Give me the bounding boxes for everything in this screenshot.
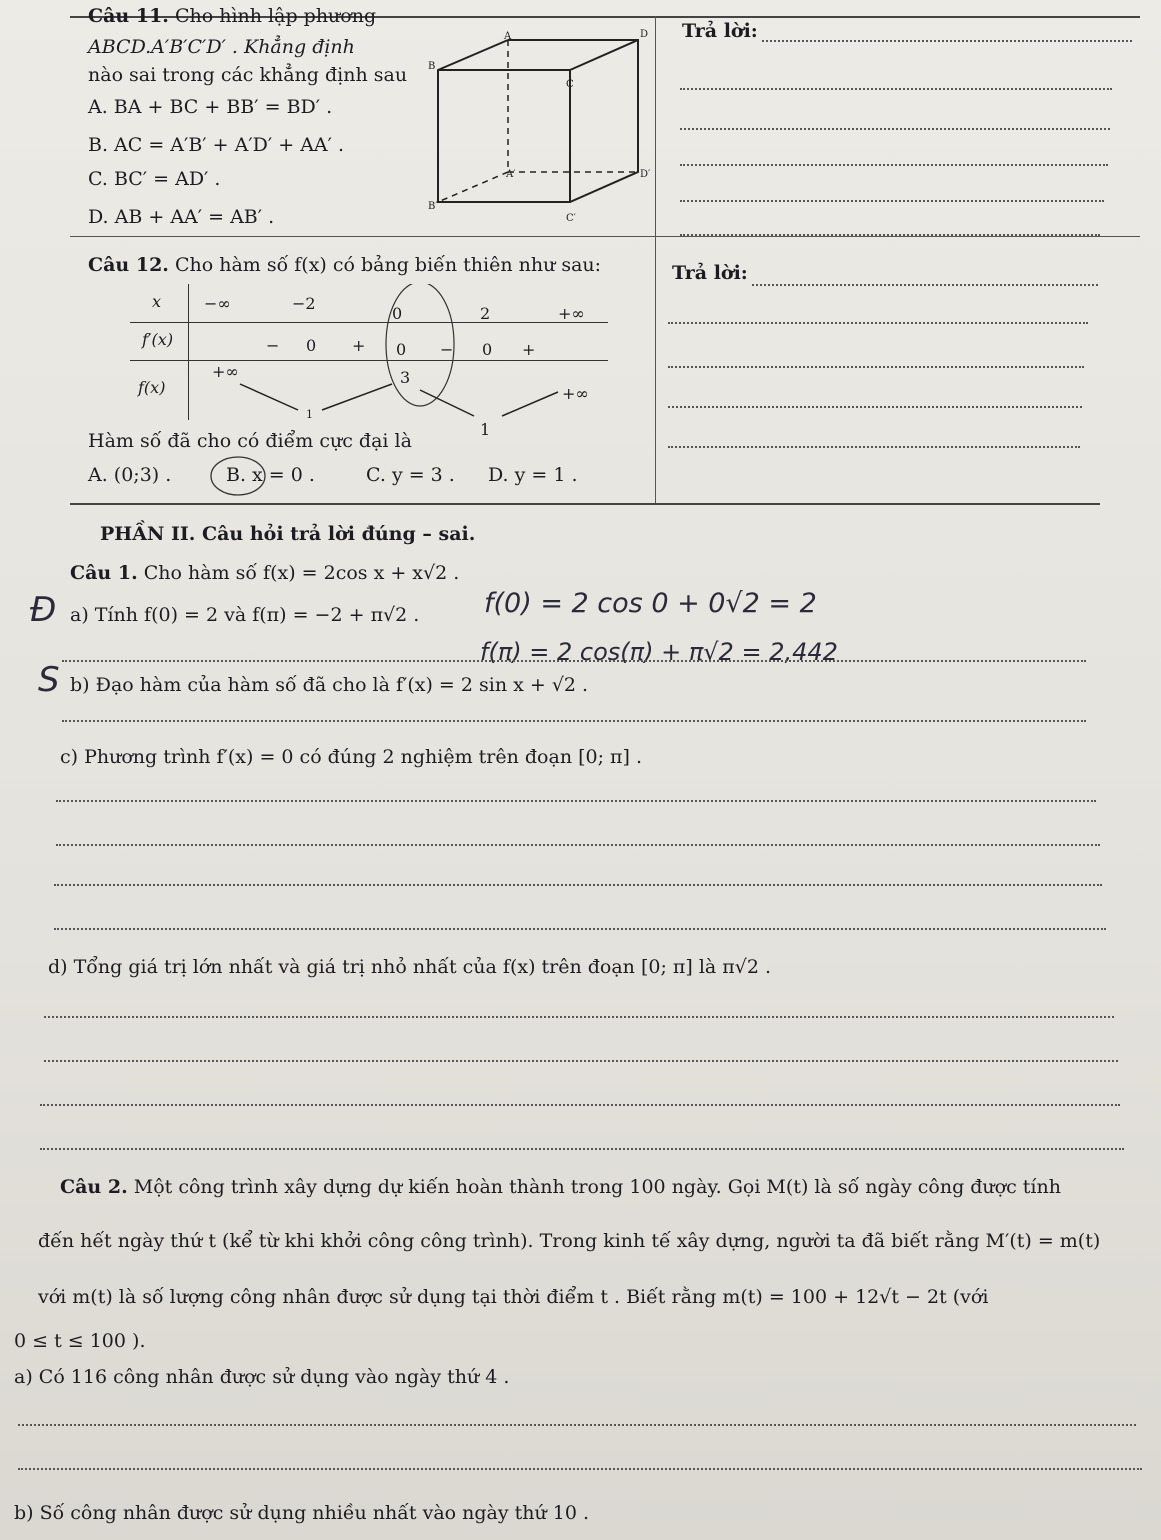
c1-dots-4: [56, 844, 1100, 846]
q11-answer-dots-1: [762, 40, 1132, 42]
q12-text: Cho hàm số f(x) có bảng biến thiên như sau:: [174, 254, 602, 276]
table-fprime-label: f′(x): [142, 330, 174, 349]
q12-option-b: B. x = 0 .: [226, 464, 315, 486]
cube-label-c: C: [566, 79, 574, 90]
c1-dots-7: [44, 1016, 1114, 1018]
c2-item-a: a) Có 116 công nhân được sử dụng vào ngày thứ 4 .: [14, 1366, 510, 1388]
cube-label-a: A: [504, 31, 512, 42]
c2-line1-text: Một công trình xây dựng dự kiến hoàn thành trong 100 ngày. Gọi M(t) là số ngày công được tính: [133, 1176, 1061, 1198]
c1-dots-2: [62, 720, 1086, 722]
c1-dots-1: [62, 660, 1086, 662]
q12-answer-dots-5: [668, 446, 1080, 448]
c1-item-b: b) Đạo hàm của hàm số đã cho là f′(x) = 2 sin x + √2 .: [70, 674, 589, 696]
table-x-0: 0: [392, 304, 403, 323]
c1-item-c: c) Phương trình f′(x) = 0 có đúng 2 nghiệm trên đoạn [0; π] .: [60, 746, 643, 768]
q11-line2: ABCD.A′B′C′D′ . Khẳng định: [88, 36, 355, 58]
table-fprime-zero-3: 0: [482, 340, 493, 359]
table-x-neg-inf: −∞: [204, 294, 231, 313]
q12-heading: [88, 254, 601, 276]
q11-option-b: B. AC = A′B′ + A′D′ + AA′ .: [88, 134, 345, 156]
c2-line3: với m(t) là số lượng công nhân được sử dụng tại thời điểm t . Biết rằng m(t) = 100 + 12√t − 2t (với: [38, 1286, 989, 1308]
table-f-max: 3: [400, 368, 411, 387]
handwritten-mark-b: S: [38, 660, 60, 700]
table-fprime-sign-1: −: [266, 336, 280, 355]
q11-answer-dots-2: [680, 88, 1112, 90]
c1-dots-9: [40, 1104, 1120, 1106]
part2-title: PHẦN II. Câu hỏi trả lời đúng – sai.: [100, 523, 476, 545]
q11-option-d: D. AB + AA′ = AB′ .: [88, 206, 275, 228]
q11-answer-dots-4: [680, 164, 1108, 166]
q12-answer-dots-4: [668, 406, 1082, 408]
c1-dots-5: [54, 884, 1102, 886]
c2-number: Câu 2.: [60, 1176, 128, 1198]
q11-answer-dots-5: [680, 200, 1104, 202]
cube-label-c-prime: C′: [566, 213, 576, 224]
option-b-circle: [208, 454, 268, 498]
q12-number: Câu 12.: [88, 254, 169, 276]
table-f-start: +∞: [212, 362, 239, 381]
table-x-label: x: [152, 292, 162, 311]
q11-answer-label: Trả lời:: [682, 20, 758, 42]
cube-label-b-prime: B′: [428, 201, 438, 212]
table-arrows: [130, 284, 610, 444]
q12-question: Hàm số đã cho có điểm cực đại là: [88, 430, 412, 452]
handwritten-mark-a: Đ: [30, 590, 57, 630]
q11-number: Câu 11.: [88, 5, 169, 27]
q11-answer-dots-3: [680, 128, 1110, 130]
c1-text: Cho hàm số f(x) = 2cos x + x√2 .: [143, 562, 460, 584]
c2-line1: [60, 1176, 1061, 1198]
c1-item-d: d) Tổng giá trị lớn nhất và giá trị nhỏ nhất của f(x) trên đoạn [0; π] là π√2 .: [48, 956, 772, 978]
handwritten-f0: f(0) = 2 cos 0 + 0√2 = 2: [484, 588, 817, 619]
cube-label-b: B: [428, 61, 436, 72]
q12-option-d: D. y = 1 .: [488, 464, 578, 486]
cube-label-d: D: [640, 29, 649, 40]
q11-line1: Cho hình lập phương: [174, 5, 377, 27]
c1-heading: [70, 562, 459, 584]
table-fprime-sign-4: +: [522, 340, 536, 359]
q12-answer-dots-2: [668, 322, 1088, 324]
q11-heading: [88, 5, 376, 27]
c2-line4: 0 ≤ t ≤ 100 ).: [14, 1330, 146, 1352]
q12-option-c: C. y = 3 .: [366, 464, 455, 486]
c2-line2: đến hết ngày thứ t (kể từ khi khởi công công trình). Trong kinh tế xây dựng, người ta đã biết rằng M′(t) = m(t): [38, 1230, 1101, 1252]
c1-dots-6: [54, 928, 1106, 930]
q11-option-a: A. BA + BC + BB′ = BD′ .: [88, 96, 333, 118]
q12-answer-label: Trả lời:: [672, 262, 748, 284]
q11-line3: nào sai trong các khẳng định sau: [88, 64, 408, 86]
table-f-label: f(x): [138, 378, 166, 397]
q12-answer-dots-3: [668, 366, 1084, 368]
table-x-2: 2: [480, 304, 491, 323]
table-f-end: +∞: [562, 384, 589, 403]
variation-table: [130, 284, 610, 439]
box-divider-vertical: [655, 16, 656, 504]
c1-item-a: a) Tính f(0) = 2 và f(π) = −2 + π√2 .: [70, 604, 420, 626]
c2-item-b: b) Số công nhân được sử dụng nhiều nhất vào ngày thứ 10 .: [14, 1502, 590, 1524]
table-f-min-2: 1: [480, 420, 491, 439]
table-fprime-sign-2: +: [352, 336, 366, 355]
q11-answer-dots-6: [680, 234, 1100, 236]
c1-number: Câu 1.: [70, 562, 138, 584]
table-fprime-zero-2: 0: [396, 340, 407, 359]
c2-dots-1: [18, 1424, 1136, 1426]
cube-label-a-prime: A′: [506, 169, 516, 180]
c1-dots-8: [44, 1060, 1118, 1062]
c1-dots-3: [56, 800, 1096, 802]
table-f-min-1: 1: [306, 408, 313, 421]
handwritten-fpi: f(π) = 2 cos(π) + π√2 = 2,442: [480, 638, 838, 666]
q12-answer-dots-1: [752, 284, 1098, 286]
q11-option-c: C. BC′ = AD′ .: [88, 168, 221, 190]
table-x-minus2: −2: [292, 294, 316, 313]
box-bottom-line: [70, 503, 1100, 505]
box-divider-q11-q12: [70, 236, 1140, 237]
q12-option-a: A. (0;3) .: [88, 464, 172, 486]
cube-diagram: [420, 22, 650, 222]
table-x-pos-inf: +∞: [558, 304, 585, 323]
table-fprime-sign-3: −: [440, 340, 454, 359]
c1-dots-10: [40, 1148, 1124, 1150]
table-fprime-zero-1: 0: [306, 336, 317, 355]
c2-dots-2: [18, 1468, 1142, 1470]
cube-label-d-prime: D′: [640, 169, 651, 180]
